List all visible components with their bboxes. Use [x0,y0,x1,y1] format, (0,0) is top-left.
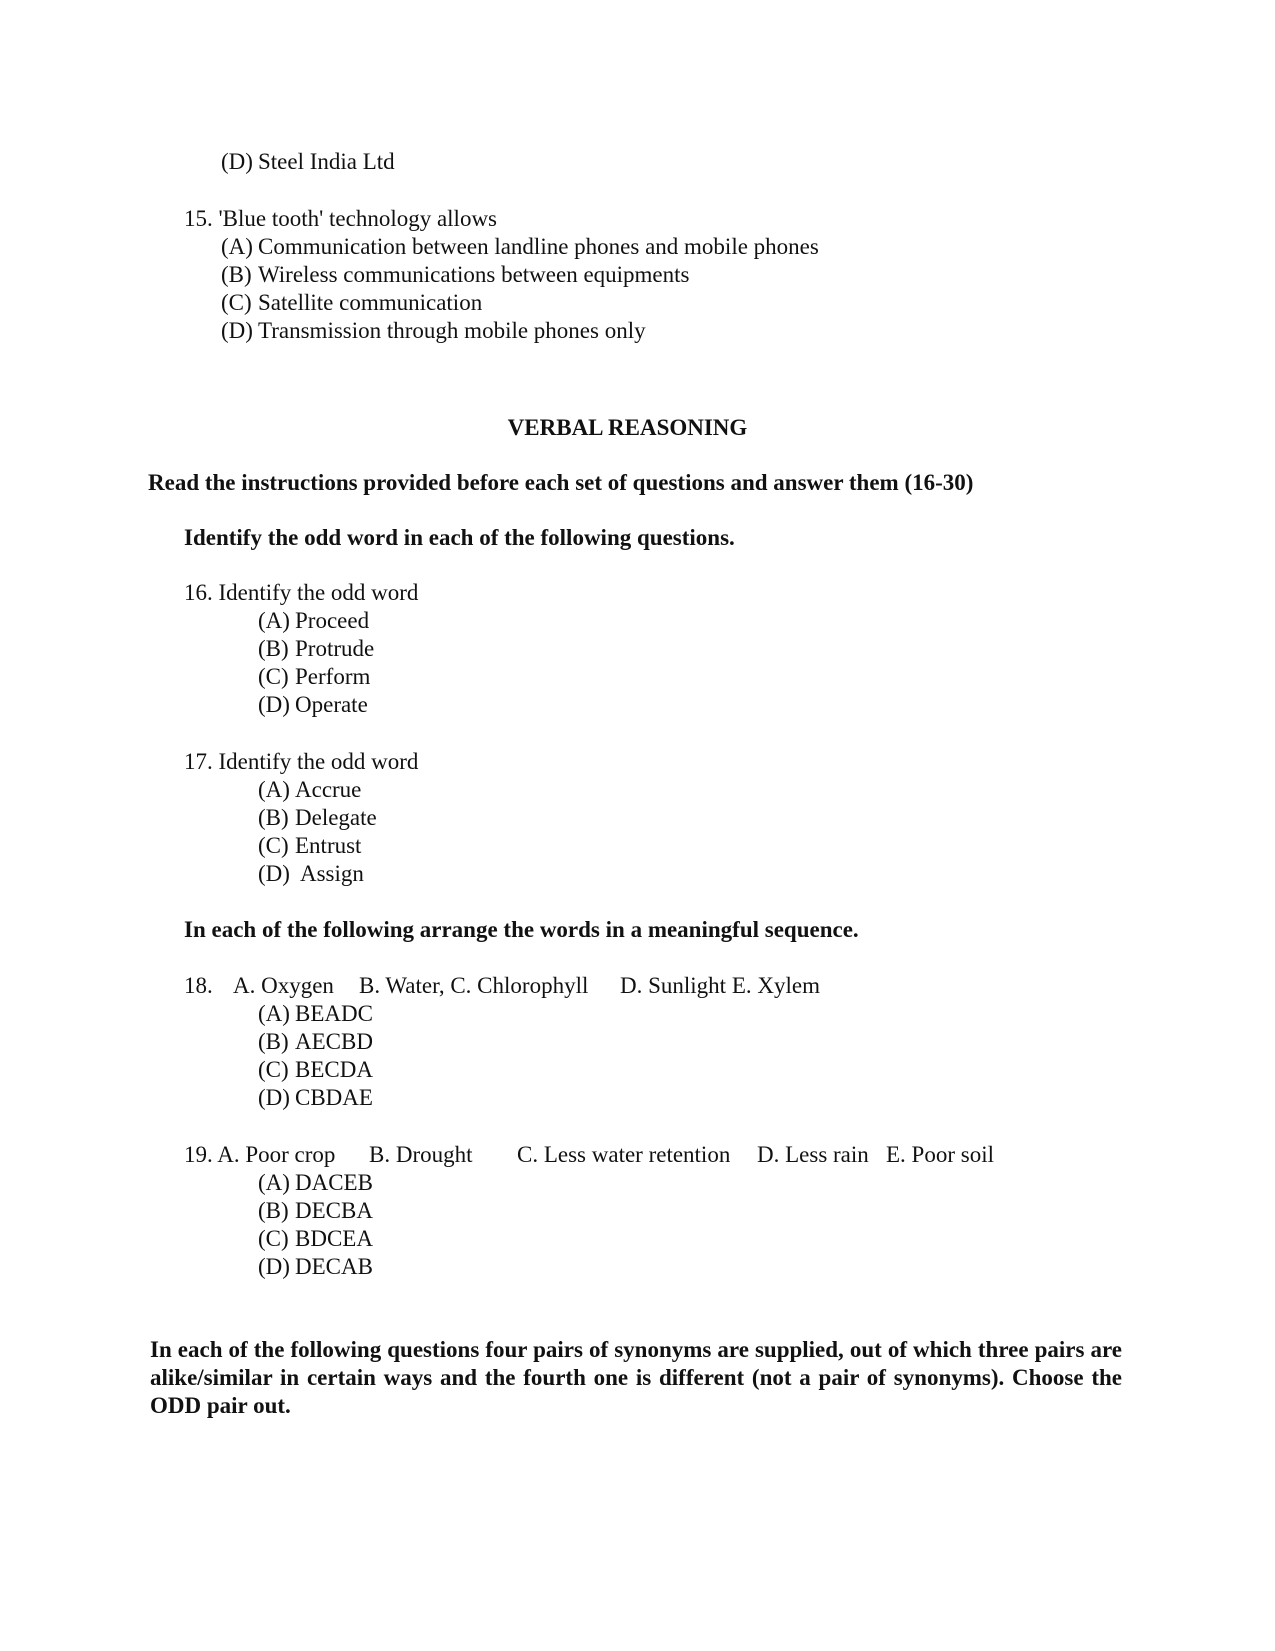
q16-option-d [258,690,368,719]
option-label: (C) [221,290,252,315]
q15-option-d [221,316,646,345]
q17-option-d [258,859,364,888]
option-label: (C) [258,833,289,858]
option-text: Assign [300,861,364,886]
option-label: (D) [221,149,253,174]
q16-option-a [258,606,369,635]
option-label: (D) [258,861,290,886]
option-text: Protrude [295,636,375,661]
q17-option-a [258,775,361,804]
q19-option-d [258,1252,373,1281]
option-text: Delegate [295,805,377,830]
q16-stem: 16. Identify the odd word [184,580,419,605]
q18-part-bc: B. Water, C. Chlorophyll [359,973,589,998]
q15-option-b [221,260,690,289]
option-label: (D) [258,1254,290,1279]
option-label: (D) [258,1085,290,1110]
q19-part-c: C. Less water retention [517,1142,731,1167]
q19-part-e: E. Poor soil [886,1142,994,1167]
section-instructions: Read the instructions provided before each set of questions and answer them (16-30) [148,470,974,495]
q17-option-b [258,803,377,832]
q18-part-de: D. Sunlight E. Xylem [620,973,820,998]
q19-part-b: B. Drought [369,1142,473,1167]
option-label: (D) [258,692,290,717]
option-text: Satellite communication [258,290,483,315]
option-text: DECBA [295,1198,373,1223]
q19-option-a [258,1168,373,1197]
option-label: (B) [258,805,289,830]
option-label: (C) [258,664,289,689]
q14-option-d [221,147,395,176]
synonyms-instruction: In each of the following questions four pairs of synonyms are supplied, out of which three pairs are alike/similar in certain ways and the fourth one is different (not a pair of synonyms). Choose the ODD pair out. [150,1337,1122,1418]
q17-option-c [258,831,361,860]
option-text: AECBD [295,1029,373,1054]
option-label: (D) [221,318,253,343]
section-title: VERBAL REASONING [507,415,748,440]
option-label: (C) [258,1057,289,1082]
option-label: (A) [258,777,290,802]
q15-option-a [221,232,819,261]
q18-option-a [258,999,373,1028]
option-label: (A) [258,608,290,633]
option-text: Steel India Ltd [258,149,395,174]
option-text: Operate [295,692,368,717]
odd-word-instruction: Identify the odd word in each of the following questions. [184,525,735,550]
option-text: DECAB [295,1254,373,1279]
q18-option-c [258,1055,373,1084]
option-text: Accrue [295,777,362,802]
q19-option-b [258,1196,373,1225]
option-label: (C) [258,1226,289,1251]
option-label: (A) [258,1170,290,1195]
q18-option-d [258,1083,373,1112]
option-text: CBDAE [295,1085,373,1110]
q17-stem: 17. Identify the odd word [184,749,419,774]
q16-option-b [258,634,374,663]
q19-part-a: 19. A. Poor crop [184,1142,336,1167]
option-text: Wireless communications between equipments [258,262,690,287]
option-label: (A) [258,1001,290,1026]
option-text: Communication between landline phones and mobile phones [258,234,819,259]
option-text: Perform [295,664,371,689]
option-label: (B) [258,1029,289,1054]
q18-option-b [258,1027,373,1056]
option-text: Transmission through mobile phones only [258,318,646,343]
option-label: (B) [258,1198,289,1223]
q15-stem: 15. 'Blue tooth' technology allows [184,206,498,231]
option-text: BECDA [295,1057,373,1082]
q16-option-c [258,662,370,691]
option-label: (B) [258,636,289,661]
q18-part-a: A. Oxygen [233,973,334,998]
option-text: Proceed [295,608,370,633]
option-text: BEADC [295,1001,373,1026]
option-text: DACEB [295,1170,373,1195]
q15-option-c [221,288,482,317]
sequence-instruction: In each of the following arrange the words in a meaningful sequence. [184,917,859,942]
q18-number: 18. [184,973,213,998]
q19-part-d: D. Less rain [757,1142,869,1167]
q19-option-c [258,1224,373,1253]
option-text: Entrust [295,833,362,858]
option-label: (A) [221,234,253,259]
option-label: (B) [221,262,252,287]
option-text: BDCEA [295,1226,373,1251]
